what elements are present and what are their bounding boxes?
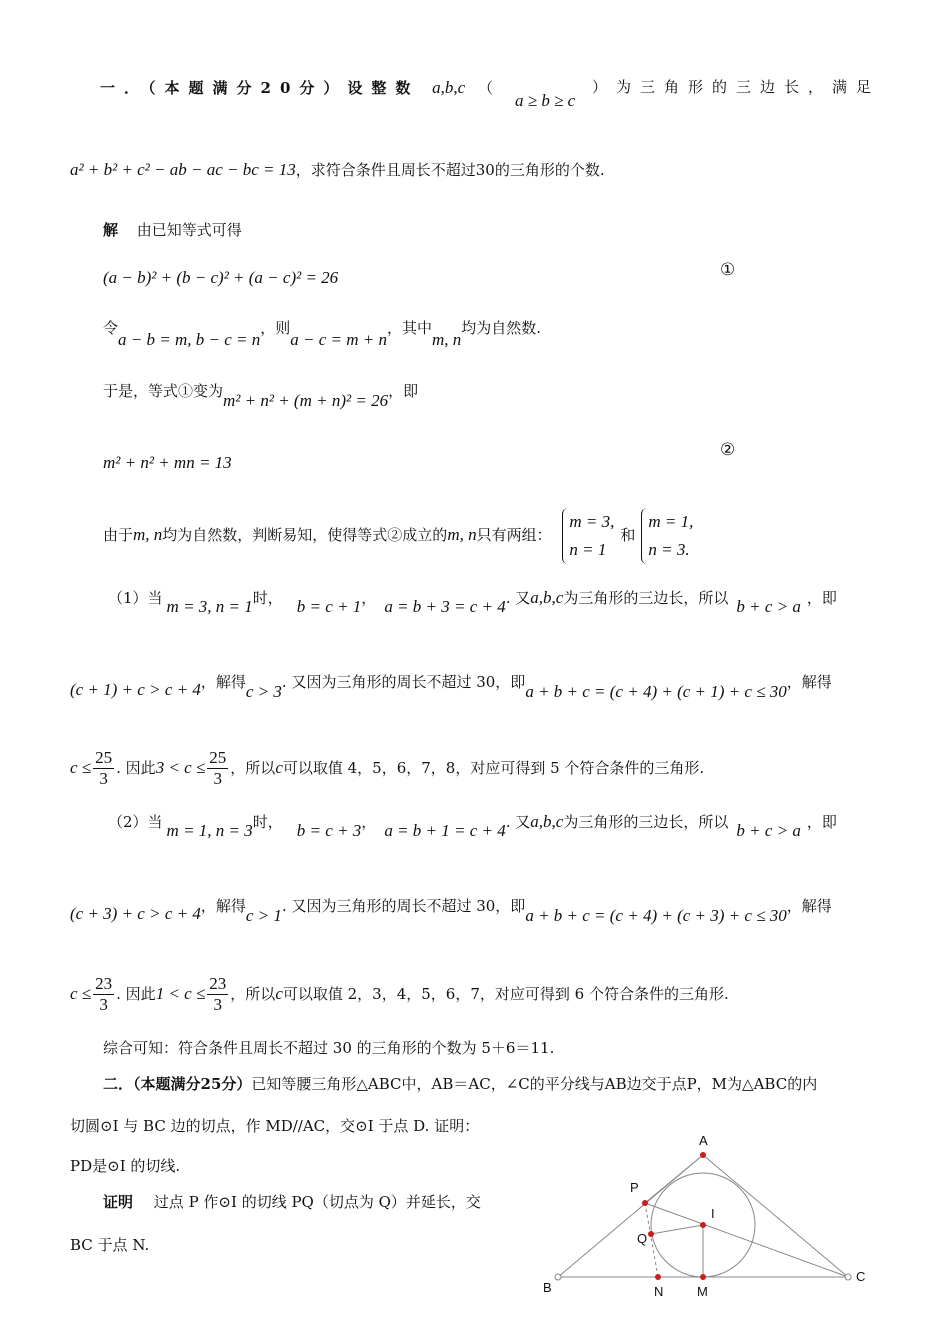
point-m [700, 1274, 706, 1280]
label-c: C [856, 1269, 866, 1284]
system-2: m = 1, n = 3. [641, 508, 693, 564]
case1-line1: （1）当 m = 3, n = 1时， b = c + 1， a = b + 3 = c + 4. 又a,b,c为三角形的三边长，所以 b + c > a ，即 [108, 588, 837, 616]
point-n [655, 1274, 661, 1280]
problem1-header: 一．（本题满分20分）设整数 a,b,c （ [100, 78, 503, 97]
point-b [555, 1274, 561, 1280]
solutions-line: 由于m, n均为自然数，判断易知，使得等式②成立的m, n只有两组： m = 3, n = 1 和 m = 1, n = 3. [103, 508, 699, 564]
fraction-25-3: $\frac{25}{3}$ [95, 748, 113, 789]
line-pd [645, 1155, 703, 1203]
proof-line1: 证明 过点 P 作⊙I 的切线 PQ（切点为 Q）并延长，交 [103, 1193, 481, 1211]
problem2-line1: 二．（本题满分25分）已知等腰三角形△ABC中，AB＝AC，∠C的平分线与AB边交于点P，M为△ABC的内 [103, 1075, 818, 1093]
point-p [642, 1200, 648, 1206]
problem1-tail: ）为三角形的三边长，满足 [592, 78, 881, 96]
point-c [845, 1274, 851, 1280]
system-1: m = 3, n = 1 [562, 508, 614, 564]
case1-line3: c ≤ $\frac{25}{3}$ . 因此3 < c ≤ $\frac{25}{3}$ ，所以c可以取值 4，5，6，7，8，对应可得到 5 个符合条件的三角形. [70, 748, 705, 789]
point-a [700, 1152, 706, 1158]
label-i: I [711, 1206, 715, 1221]
problem2-line2: 切圆⊙I 与 BC 边的切点，作 MD//AC，交⊙I 于点 D. 证明： [70, 1117, 480, 1135]
side-ab [558, 1155, 703, 1277]
label-b: B [543, 1280, 552, 1295]
condition-inline: a ≥ b ≥ c [515, 91, 576, 110]
bisector-cp [645, 1203, 848, 1277]
incircle [651, 1173, 755, 1277]
tangent-pn [645, 1203, 658, 1277]
marker-2: ② [720, 440, 736, 460]
problem2-line3: PD是⊙I 的切线. [70, 1157, 181, 1175]
given-equation: a² + b² + c² − ab − ac − bc = 13，求符合条件且周长不超过30的三角形的个数. [70, 160, 605, 179]
label-m: M [697, 1284, 708, 1299]
side-ac [703, 1155, 848, 1277]
label-p: P [630, 1180, 639, 1195]
case2-line3: c ≤ $\frac{23}{3}$ . 因此1 < c ≤ $\frac{23}{3}$ ，所以c可以取值 2，3，4，5，6，7，对应可得到 6 个符合条件的三角形. [70, 974, 729, 1015]
point-i [700, 1222, 706, 1228]
transform-line: 于是，等式①变为m² + n² + (m + n)² = 26，即 [103, 382, 419, 410]
marker-1: ① [720, 260, 736, 280]
label-q: Q [637, 1231, 648, 1246]
point-q [648, 1231, 654, 1237]
label-n: N [654, 1284, 664, 1299]
substitution-line: 令a − b = m, b − c = n，则a − c = m + n，其中m, n均为自然数. [103, 319, 542, 349]
proof-line2: BC 于点 N. [70, 1236, 150, 1254]
fraction-23-3: $\frac{23}{3}$ [95, 974, 113, 1015]
line-iq [651, 1225, 703, 1234]
equation-1: (a − b)² + (b − c)² + (a − c)² = 26 [103, 268, 339, 287]
solution-intro: 解 由已知等式可得 [103, 221, 242, 239]
equation-2: m² + n² + mn = 13 [103, 453, 232, 472]
label-a: A [699, 1133, 708, 1148]
case2-line2: (c + 3) + c > c + 4，解得c > 1. 又因为三角形的周长不超过 30，即a + b + c = (c + 4) + (c + 3) + c ≤ 30，解得 [70, 897, 832, 925]
case2-line1: （2）当 m = 1, n = 3时， b = c + 3， a = b + 1 = c + 4. 又a,b,c为三角形的三边长，所以 b + c > a ，即 [108, 812, 837, 840]
summary: 综合可知：符合条件且周长不超过 30 的三角形的个数为 5＋6＝11. [103, 1039, 555, 1057]
case1-line2: (c + 1) + c > c + 4，解得c > 3. 又因为三角形的周长不超过 30，即a + b + c = (c + 4) + (c + 1) + c ≤ 30，解得 [70, 673, 832, 701]
